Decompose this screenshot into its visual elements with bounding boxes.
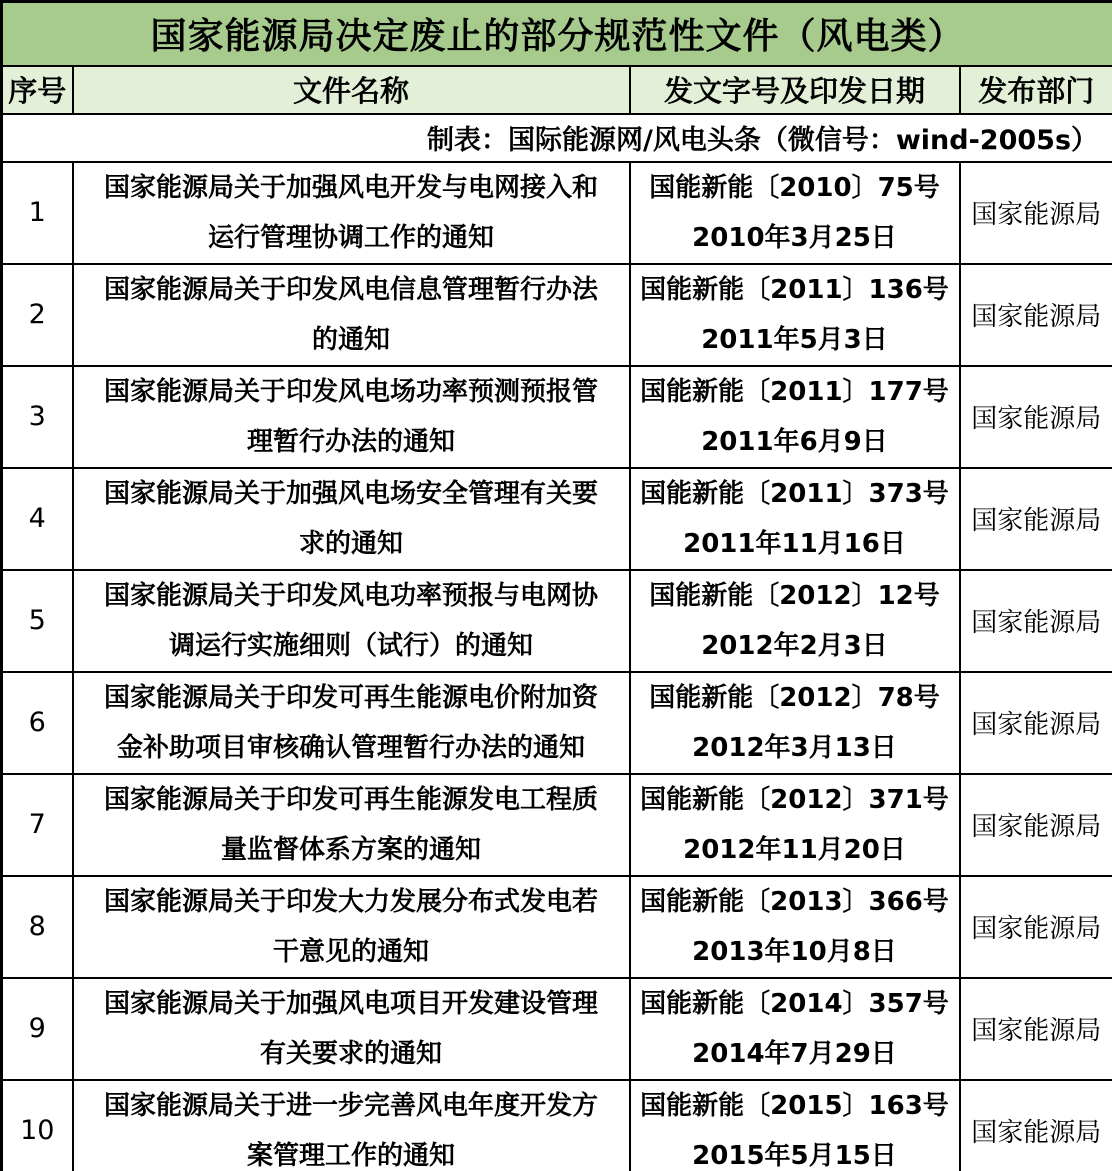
col-header-index: 序号 [2,66,73,114]
issue-date: 2012年2月3日 [701,630,888,661]
row-number-cell: 7 [2,774,73,876]
document-name-cell: 国家能源局关于印发风电场功率预测预报管理暂行办法的通知 [73,366,630,468]
issue-date: 2012年11月20日 [683,834,906,865]
document-number: 国能新能〔2010〕75号 [649,172,940,203]
document-number: 国能新能〔2014〕357号 [640,988,949,1019]
table-note: 制表：国际能源网/风电头条（微信号：wind-2005s） [2,114,1112,162]
issue-date: 2011年6月9日 [701,426,888,457]
document-name-cell: 国家能源局关于加强风电开发与电网接入和运行管理协调工作的通知 [73,162,630,264]
table-row [2,570,1112,672]
issue-date: 2010年3月25日 [692,222,897,253]
title-row [2,2,1112,66]
issue-date: 2014年7月29日 [692,1038,897,1069]
document-number-date-cell [630,978,960,1080]
table-row [2,366,1112,468]
document-name-cell: 国家能源局关于加强风电场安全管理有关要求的通知 [73,468,630,570]
issuing-department-cell: 国家能源局 [960,570,1112,672]
document-number-date-cell [630,366,960,468]
row-number-cell: 5 [2,570,73,672]
column-header-row [2,66,1112,114]
document-number: 国能新能〔2011〕177号 [640,376,949,407]
row-number-cell: 2 [2,264,73,366]
issue-date: 2011年5月3日 [701,324,888,355]
issue-date: 2011年11月16日 [683,528,906,559]
document-name-cell: 国家能源局关于印发大力发展分布式发电若干意见的通知 [73,876,630,978]
issuing-department-cell: 国家能源局 [960,672,1112,774]
table-row [2,1080,1112,1171]
document-number: 国能新能〔2011〕373号 [640,478,949,509]
table-row [2,672,1112,774]
issue-date: 2015年5月15日 [692,1140,897,1171]
note-row [2,114,1112,162]
document-number: 国能新能〔2013〕366号 [640,886,949,917]
document-name-cell: 国家能源局关于印发可再生能源发电工程质量监督体系方案的通知 [73,774,630,876]
document-name-cell: 国家能源局关于印发可再生能源电价附加资金补助项目审核确认管理暂行办法的通知 [73,672,630,774]
col-header-doc-name: 文件名称 [73,66,630,114]
table-row [2,978,1112,1080]
table-row [2,162,1112,264]
issue-date: 2012年3月13日 [692,732,897,763]
document-number-date-cell [630,876,960,978]
document-number-date-cell [630,264,960,366]
row-number-cell: 8 [2,876,73,978]
issuing-department-cell: 国家能源局 [960,774,1112,876]
issuing-department-cell: 国家能源局 [960,264,1112,366]
issuing-department-cell: 国家能源局 [960,366,1112,468]
document-number: 国能新能〔2011〕136号 [640,274,949,305]
document-name-cell: 国家能源局关于印发风电信息管理暂行办法的通知 [73,264,630,366]
row-number-cell: 10 [2,1080,73,1171]
table-row [2,468,1112,570]
col-header-doc-number-date: 发文字号及印发日期 [630,66,960,114]
table-row [2,876,1112,978]
document-number-date-cell [630,570,960,672]
table-row [2,774,1112,876]
document-number: 国能新能〔2012〕12号 [649,580,940,611]
document-number: 国能新能〔2012〕371号 [640,784,949,815]
row-number-cell: 9 [2,978,73,1080]
issuing-department-cell: 国家能源局 [960,876,1112,978]
document-name-cell: 国家能源局关于印发风电功率预报与电网协调运行实施细则（试行）的通知 [73,570,630,672]
issuing-department-cell: 国家能源局 [960,162,1112,264]
issuing-department-cell: 国家能源局 [960,1080,1112,1171]
document-number-date-cell [630,1080,960,1171]
issuing-department-cell: 国家能源局 [960,978,1112,1080]
table-row [2,264,1112,366]
document-name-cell: 国家能源局关于加强风电项目开发建设管理有关要求的通知 [73,978,630,1080]
document-number-date-cell [630,468,960,570]
issuing-department-cell: 国家能源局 [960,468,1112,570]
row-number-cell: 6 [2,672,73,774]
row-number-cell: 4 [2,468,73,570]
table-title: 国家能源局决定废止的部分规范性文件（风电类） [2,2,1112,66]
document-number: 国能新能〔2015〕163号 [640,1090,949,1121]
issue-date: 2013年10月8日 [692,936,897,967]
document-number-date-cell [630,162,960,264]
document-name-cell: 国家能源局关于进一步完善风电年度开发方案管理工作的通知 [73,1080,630,1171]
row-number-cell: 1 [2,162,73,264]
document-number: 国能新能〔2012〕78号 [649,682,940,713]
col-header-department: 发布部门 [960,66,1112,114]
document-number-date-cell [630,774,960,876]
row-number-cell: 3 [2,366,73,468]
document-number-date-cell [630,672,960,774]
